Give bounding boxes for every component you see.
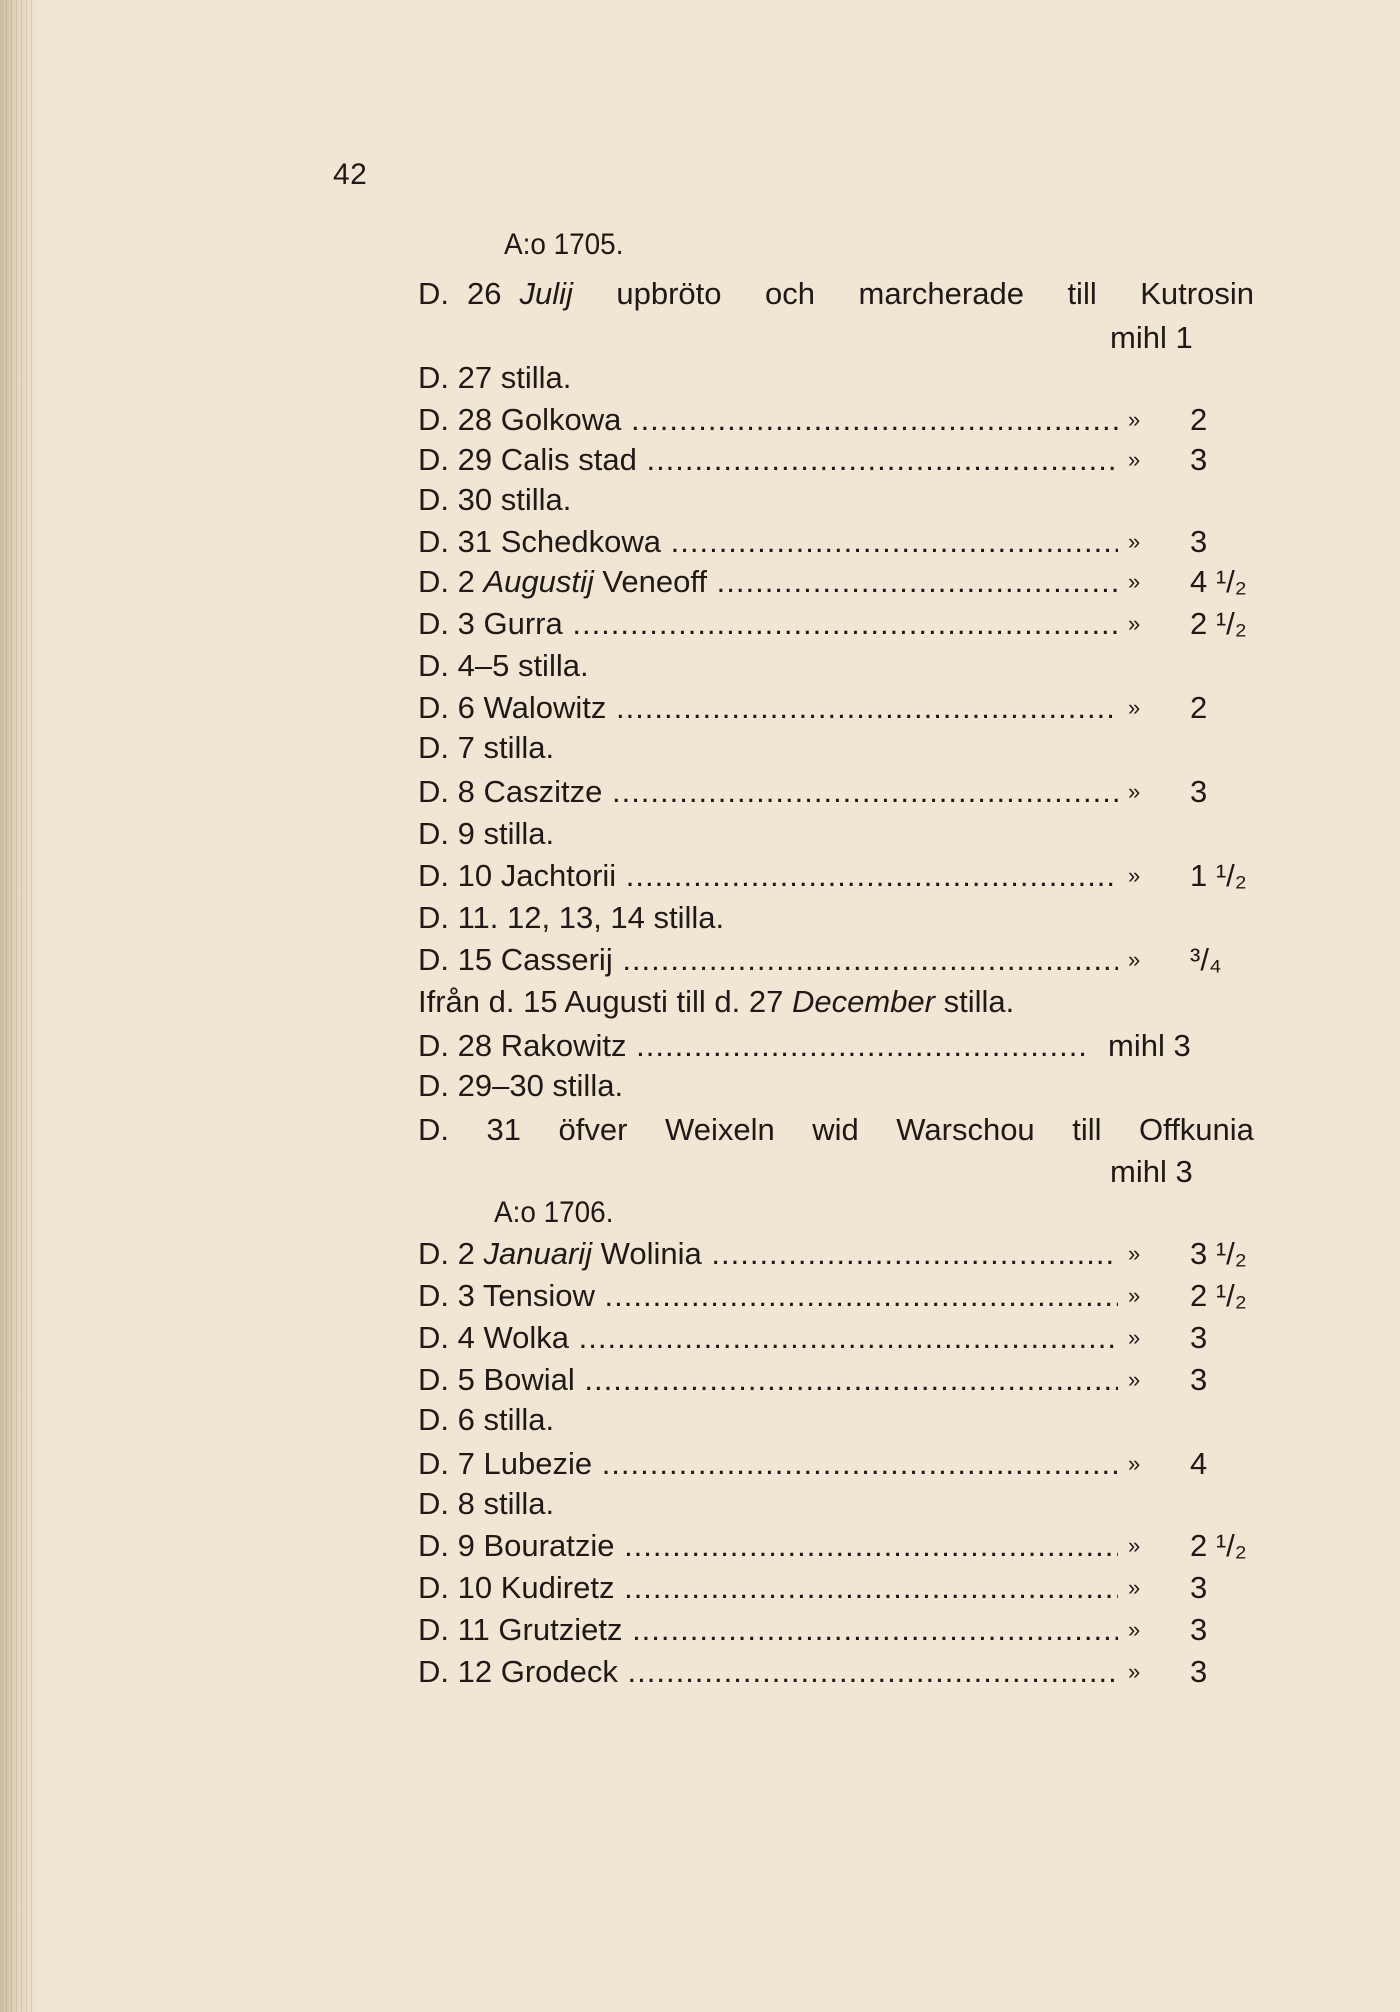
distance-unit: mihl 3	[1108, 1028, 1191, 1063]
entry-distance: 2 ¹/₂	[1190, 606, 1247, 641]
entry-date: D. 3	[418, 1278, 475, 1313]
page-number: 42	[333, 158, 368, 191]
entry-place: Golkowa	[500, 402, 622, 437]
ditto-mark: »	[1128, 1575, 1141, 1600]
word: wid	[812, 1112, 859, 1147]
entry-date: D. 15	[418, 942, 493, 977]
day-prefix: D.	[418, 276, 449, 311]
entry-stilla: D. 9 stilla.	[418, 816, 555, 851]
itinerary-entry	[418, 772, 1254, 812]
itinerary-entry	[418, 940, 1254, 980]
itinerary-entry	[418, 688, 1254, 728]
entry-date: D. 4	[418, 1320, 475, 1355]
ditto-mark: »	[1128, 1617, 1141, 1642]
entry-distance: 2 ¹/₂	[1190, 1278, 1247, 1313]
entry-distance: 3 ¹/₂	[1190, 1236, 1247, 1271]
entry-distance: 3	[1190, 1654, 1208, 1689]
ditto-mark: »	[1128, 695, 1141, 720]
word: till	[1072, 1112, 1102, 1147]
ifran-line: Ifrån d. 15 Augusti till d. 27 December stilla.	[418, 984, 1015, 1019]
entry-distance: 4 ¹/₂	[1190, 564, 1247, 599]
entry-distance: 3	[1190, 442, 1208, 477]
itinerary-entry	[418, 1610, 1254, 1650]
entry-distance: 2	[1190, 402, 1208, 437]
entry-date: D. 10	[418, 858, 493, 893]
itinerary-entry	[418, 1568, 1254, 1608]
entry-date: D. 9	[418, 1528, 475, 1563]
entry-date: D. 29	[418, 442, 493, 477]
ditto-mark: »	[1128, 1533, 1141, 1558]
entry-distance: 3	[1190, 524, 1208, 559]
entry-date: D. 2	[418, 1236, 475, 1271]
itinerary-entry	[418, 562, 1254, 602]
entry-stilla: D. 30 stilla.	[418, 482, 572, 517]
entry-place: Wolka	[483, 1320, 570, 1355]
entry-stilla: D. 6 stilla.	[418, 1402, 555, 1437]
entry-date: D. 5	[418, 1362, 475, 1397]
entry-stilla: D. 8 stilla.	[418, 1486, 555, 1521]
day-prefix: D.	[418, 1112, 449, 1147]
itinerary-entry	[418, 1526, 1254, 1566]
word: Warschou	[896, 1112, 1035, 1147]
entry-date: D. 31	[418, 524, 493, 559]
itinerary-entry	[418, 522, 1254, 562]
destination: Offkunia	[1139, 1112, 1254, 1147]
entry-distance: 3	[1190, 774, 1208, 809]
entry-stilla: D. 7 stilla.	[418, 730, 555, 765]
word: till	[1067, 276, 1097, 311]
ditto-mark: »	[1128, 407, 1141, 432]
ditto-mark: »	[1128, 947, 1141, 972]
entry-place: Calis stad	[500, 442, 637, 477]
month-name: Januarij	[483, 1236, 593, 1271]
ditto-mark: »	[1128, 1659, 1141, 1684]
entry-date: D. 12	[418, 1654, 493, 1689]
itinerary-entry	[418, 1444, 1254, 1484]
distance-unit: mihl 1	[1110, 320, 1193, 355]
entry-stilla: D. 29–30 stilla.	[418, 1068, 624, 1103]
month-name: Julij	[519, 276, 573, 311]
entry-place: Casserij	[500, 942, 613, 977]
entry-distance: 2	[1190, 690, 1208, 725]
word: öfver	[558, 1112, 628, 1147]
entry-date: D. 2	[418, 564, 475, 599]
itinerary-entry	[418, 1652, 1254, 1692]
ditto-mark: »	[1128, 529, 1141, 554]
itinerary-entry	[418, 1026, 1254, 1066]
entry-date: D. 11	[418, 1612, 490, 1647]
itinerary-entry	[418, 856, 1254, 896]
entry-date: D. 7	[418, 1446, 475, 1481]
section-heading-1706: A:o 1706.	[494, 1196, 614, 1229]
entry-place: Grutzietz	[498, 1612, 623, 1647]
ditto-mark: »	[1128, 569, 1141, 594]
itinerary-entry	[418, 1276, 1254, 1316]
ditto-mark: »	[1128, 447, 1141, 472]
entry-place: Lubezie	[483, 1446, 593, 1481]
ditto-mark: »	[1128, 611, 1141, 636]
entry-place: Grodeck	[500, 1654, 618, 1689]
entry-place: Gurra	[483, 606, 563, 641]
entry-place: Rakowitz	[500, 1028, 627, 1063]
entry-place: Tensiow	[482, 1278, 595, 1313]
ditto-mark: »	[1128, 1325, 1141, 1350]
month-name: December	[791, 984, 935, 1019]
entry-stilla: D. 11. 12, 13, 14 stilla.	[418, 900, 725, 935]
ditto-mark: »	[1128, 1241, 1141, 1266]
entry-place: Jachtorii	[500, 858, 617, 893]
itinerary-entry	[418, 1234, 1254, 1274]
itinerary-entry	[418, 1360, 1254, 1400]
destination: Kutrosin	[1140, 276, 1254, 311]
entry-place: Bowial	[483, 1362, 575, 1397]
itinerary-entry	[418, 400, 1254, 440]
entry-distance: 3	[1190, 1612, 1208, 1647]
itinerary-entry	[418, 604, 1254, 644]
word: upbröto	[616, 276, 722, 311]
entry-date: D. 10	[418, 1570, 493, 1605]
word: Weixeln	[665, 1112, 775, 1147]
ditto-mark: »	[1128, 779, 1141, 804]
entry-date: D. 8	[418, 774, 475, 809]
entry-stilla: D. 27 stilla.	[418, 360, 572, 395]
itinerary-entry	[418, 1318, 1254, 1358]
entry-place: Wolinia	[600, 1236, 702, 1271]
month-name: Augustij	[483, 564, 594, 599]
entry-stilla: D. 4–5 stilla.	[418, 648, 589, 683]
entry-date: D. 6	[418, 690, 475, 725]
closing-entry-1705	[418, 1110, 1254, 1150]
day-number: 31	[486, 1112, 522, 1147]
section-heading-1705: A:o 1705.	[504, 228, 624, 261]
entry-place: Caszitze	[483, 774, 603, 809]
ditto-mark: »	[1128, 1367, 1141, 1392]
entry-date: D. 28	[418, 1028, 493, 1063]
entry-distance: 1 ¹/₂	[1190, 858, 1247, 893]
entry-place: Kudiretz	[500, 1570, 615, 1605]
opening-entry-1705	[418, 274, 1254, 314]
entry-place: Bouratzie	[483, 1528, 615, 1563]
entry-distance: 2 ¹/₂	[1190, 1528, 1247, 1563]
day-number: 26	[467, 276, 502, 311]
entry-distance: 3	[1190, 1362, 1208, 1397]
entry-distance: 3	[1190, 1570, 1208, 1605]
distance-unit: mihl 3	[1110, 1154, 1193, 1189]
entry-place: Walowitz	[483, 690, 607, 725]
ditto-mark: »	[1128, 1451, 1141, 1476]
entry-place: Schedkowa	[500, 524, 662, 559]
entry-date: D. 28	[418, 402, 493, 437]
entry-distance: 4	[1190, 1446, 1208, 1481]
itinerary-entry	[418, 440, 1254, 480]
book-gutter-texture	[6, 0, 32, 2012]
entry-place: Veneoff	[602, 564, 708, 599]
entry-distance: ³/₄	[1190, 942, 1222, 977]
ditto-mark: »	[1128, 863, 1141, 888]
ditto-mark: »	[1128, 1283, 1141, 1308]
entry-date: D. 3	[418, 606, 475, 641]
word: marcherade	[858, 276, 1024, 311]
entry-distance: 3	[1190, 1320, 1208, 1355]
word: och	[765, 276, 816, 311]
